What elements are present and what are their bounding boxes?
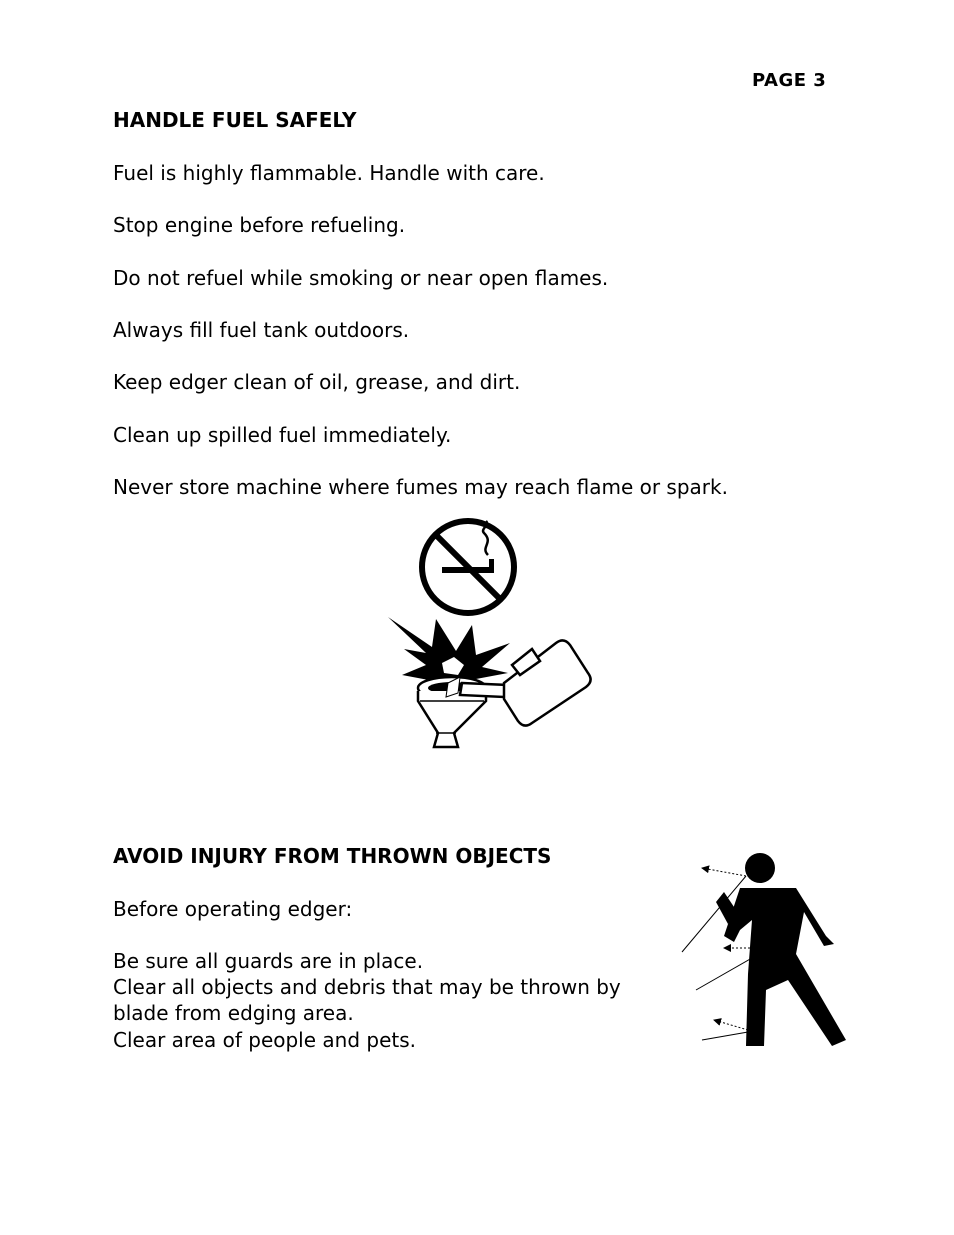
thrown-rule-2: Clear all objects and debris that may be thrown by xyxy=(113,975,621,999)
fuel-rule-6: Clean up spilled fuel immediately. xyxy=(113,423,452,447)
person-struck-by-thrown-objects-icon xyxy=(676,850,851,1050)
thrown-rule-4: Clear area of people and pets. xyxy=(113,1028,417,1052)
thrown-rule-3: blade from edging area. xyxy=(113,1001,354,1025)
fuel-rule-7: Never store machine where fumes may reach flame or spark. xyxy=(113,475,728,499)
page-number: PAGE 3 xyxy=(752,70,827,91)
fuel-rule-1: Fuel is highly flammable. Handle with care. xyxy=(113,161,545,185)
no-smoking-fuel-explosion-icon xyxy=(380,515,600,755)
fuel-section-heading: HANDLE FUEL SAFELY xyxy=(113,108,357,132)
fuel-rule-3: Do not refuel while smoking or near open flames. xyxy=(113,266,609,290)
no-smoking-icon xyxy=(422,521,514,613)
fuel-rule-2: Stop engine before refueling. xyxy=(113,213,406,237)
thrown-intro: Before operating edger: xyxy=(113,897,353,921)
thrown-rule-1: Be sure all guards are in place. xyxy=(113,949,424,973)
walking-person-icon xyxy=(716,853,846,1046)
fuel-rule-4: Always fill fuel tank outdoors. xyxy=(113,318,410,342)
fuel-rule-5: Keep edger clean of oil, grease, and dirt. xyxy=(113,370,521,394)
thrown-section-heading: AVOID INJURY FROM THROWN OBJECTS xyxy=(113,844,552,868)
fuel-can-icon xyxy=(460,640,591,725)
